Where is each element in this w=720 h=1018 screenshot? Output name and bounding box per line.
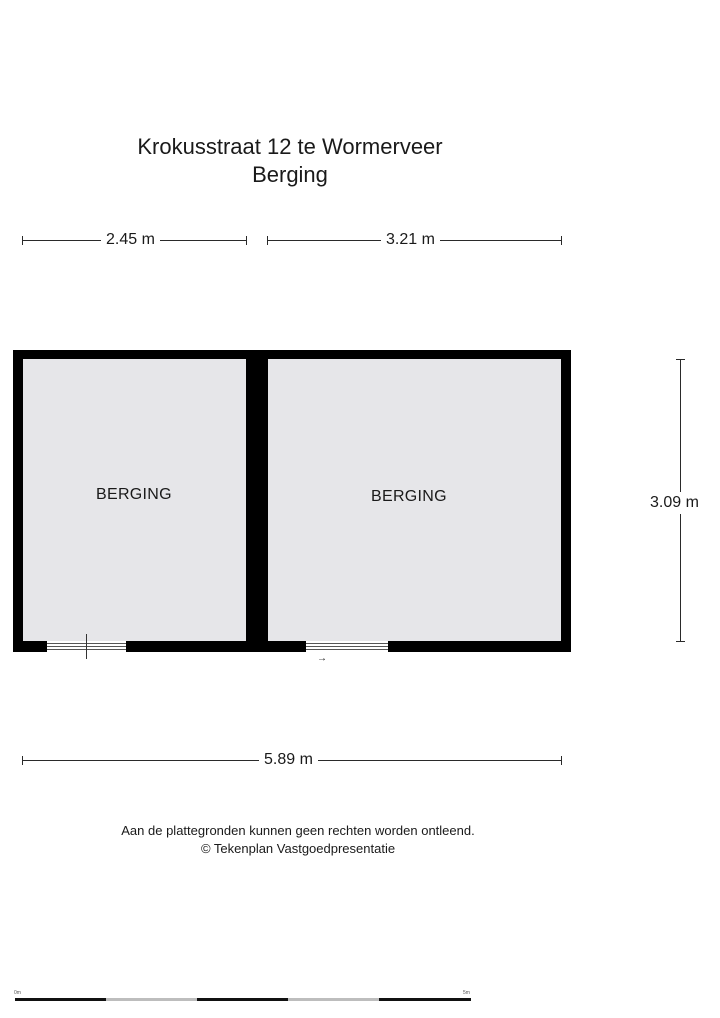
dimension-label: 2.45 m xyxy=(101,231,160,249)
dimension-tick xyxy=(561,756,562,765)
dimension-label: 3.21 m xyxy=(381,231,440,249)
dimension-tick xyxy=(561,236,562,245)
door-arrow-icon: → xyxy=(317,653,327,664)
scale-segment xyxy=(106,998,197,1001)
plan-subtitle: Berging xyxy=(252,162,328,187)
dimension-tick xyxy=(676,641,685,642)
scale-segment xyxy=(288,998,379,1001)
room-label: BERGING xyxy=(96,486,172,503)
copyright-text: © Tekenplan Vastgoedpresentatie xyxy=(200,841,396,856)
dimension-tick xyxy=(246,236,247,245)
door-swing-line xyxy=(86,634,87,659)
scale-segment xyxy=(379,998,471,1001)
plan-title: Krokusstraat 12 te Wormerveer xyxy=(137,134,443,159)
scale-segment xyxy=(15,998,106,1001)
scale-bar xyxy=(15,990,475,1004)
room-label: BERGING xyxy=(371,488,447,505)
dimension-label: 5.89 m xyxy=(259,751,318,769)
dimension-label: 3.09 m xyxy=(647,492,702,514)
disclaimer-text: Aan de plattegronden kunnen geen rechten worden ontleend. xyxy=(121,823,475,838)
scale-segment xyxy=(197,998,288,1001)
scale-end-label: 5m xyxy=(463,990,470,996)
scale-start-label: 0m xyxy=(14,990,21,996)
door-right xyxy=(306,641,388,652)
